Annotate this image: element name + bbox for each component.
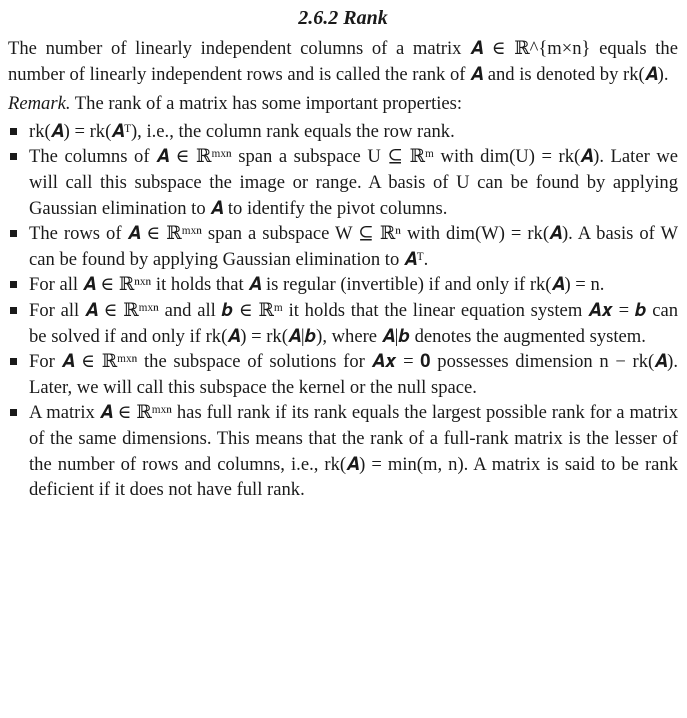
bullet-icon (10, 358, 17, 365)
bullet-icon (10, 409, 17, 416)
bullet-icon (10, 281, 17, 288)
list-item (8, 119, 678, 145)
property-text: For all 𝑨 ∈ ℝⁿˣⁿ it holds that 𝑨 is regular (invertible) if and only if rk(𝑨) = n. (29, 274, 605, 296)
property-text: The columns of 𝑨 ∈ ℝᵐˣⁿ span a subspace U ⊆ ℝᵐ with dim(U) = rk(𝑨). Later we will call this subspace the image or range. A basis of U can be found by applying Gaussian elimination to 𝑨 to identify the pivot columns. (29, 146, 678, 219)
property-text: For all 𝑨 ∈ ℝᵐˣⁿ and all 𝒃 ∈ ℝᵐ it holds that the linear equation system 𝑨𝒙 = 𝒃 can be solved if and only if rk(𝑨) = rk(𝑨|𝒃), where 𝑨|𝒃 denotes the augmented system. (29, 299, 678, 347)
list-item (8, 272, 678, 298)
property-text: For 𝑨 ∈ ℝᵐˣⁿ the subspace of solutions for 𝑨𝒙 = 𝟎 possesses dimension n − rk(𝑨). Later, we will call this subspace the kernel or the null space. (29, 351, 678, 398)
property-text: rk(𝑨) = rk(𝑨ᵀ), i.e., the column rank equals the row rank. (29, 120, 455, 142)
remark-paragraph (8, 91, 678, 117)
property-text: A matrix 𝑨 ∈ ℝᵐˣⁿ has full rank if its rank equals the largest possible rank for a matrix of the same dimensions. This means that the rank of a full-rank matrix is the lesser of the number of rows and columns, i.e., rk(𝑨) = min(m, n). A matrix is said to be rank deficient if it does not have full rank. (29, 402, 678, 501)
list-item (8, 298, 678, 349)
bullet-icon (10, 128, 17, 135)
remark-text: The rank of a matrix has some important properties: (74, 93, 463, 115)
list-item (8, 400, 678, 502)
remark-label: Remark. (8, 93, 71, 115)
list-item (8, 144, 678, 221)
section-title: 2.6.2 Rank (298, 7, 388, 29)
list-item (8, 221, 678, 272)
bullet-icon (10, 230, 17, 237)
page (8, 0, 678, 503)
intro-paragraph: The number of linearly independent columns of a matrix 𝑨 ∈ ℝ^{m×n} equals the number of linearly independent rows and is called the rank of 𝑨 and is denoted by rk(𝑨). (8, 38, 678, 85)
bullet-icon (10, 307, 17, 314)
list-item (8, 349, 678, 400)
bullet-icon (10, 153, 17, 160)
property-list (8, 119, 678, 503)
property-text: The rows of 𝑨 ∈ ℝᵐˣⁿ span a subspace W ⊆ ℝⁿ with dim(W) = rk(𝑨). A basis of W can be found by applying Gaussian elimination to 𝑨ᵀ. (29, 223, 678, 270)
